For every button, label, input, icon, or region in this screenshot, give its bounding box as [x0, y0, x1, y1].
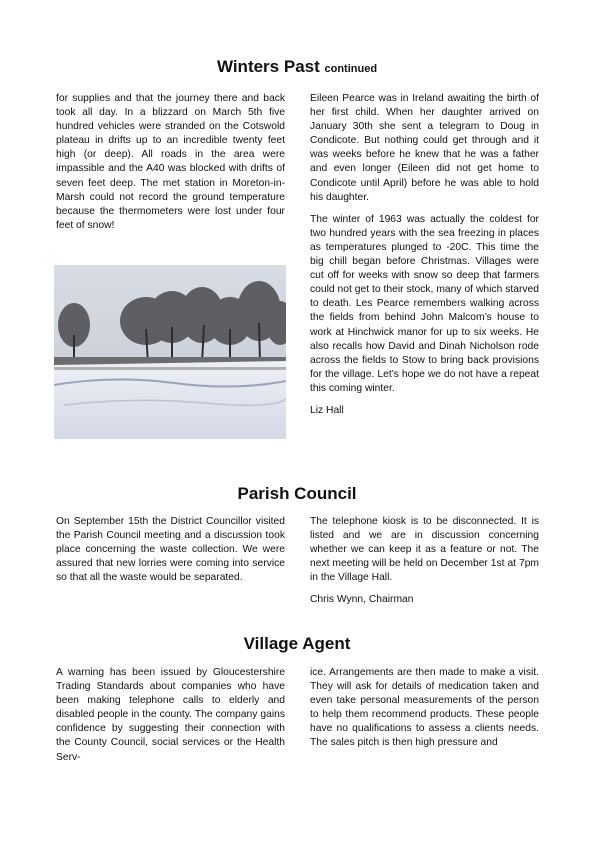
- village-agent-title: Village Agent: [243, 634, 351, 653]
- village-agent-left-paragraph: A warning has been issued by Gloucestershire Trading Standards about companies who have been making telephone calls to elderly and disabled people in the county. The company gains confidence by suggesting their connection with the County Council, social services or the Health Serv-: [56, 667, 285, 763]
- parish-council-title: Parish Council: [237, 484, 357, 503]
- village-agent-left-column: [56, 666, 285, 773]
- parish-council-signature: Chris Wynn, Chairman: [310, 594, 414, 606]
- village-agent-right-paragraph: ice. Arrangements are then made to make a visit. They will ask for details of medication taken and even take personal measurements of the person to help them recommend products. These people have no qualifications to assess a clients needs. The sales pitch is then high pressure and: [310, 667, 539, 749]
- parish-council-left-paragraph: On September 15th the District Councillor visited the Parish Council meeting and a discussion took place concerning the waste collection. We were assured that new lorries were coming into service so that all the waste would be separated.: [56, 516, 285, 584]
- parish-council-right-column: [310, 515, 539, 616]
- winters-past-right-paragraph-2: The winter of 1963 was actually the coldest for two hundred years with the sea freezing in places as temperatures plunged to -20C. This time the big chill began before Christmas. Villages were cut off for weeks with snow so deep that farmers could not get to their stock, many of which starved to death. Les Pearce remembers walking across the fields from behind John Malcom’s house to work at Hinchwick manor for up to six weeks. He also recalls how David and Dinah Nicholson rode across the fields to Stow to bring back provisions for the village. Let’s hope we do not have a repeat this coming winter.: [310, 213, 539, 394]
- winters-past-left-paragraph: for supplies and that the journey there and back took all day. In a blizzard on March 5th five hundred vehicles were stranded on the Cotswold plateau in drifts up to an incredible twenty feet high (or deep). All roads in the area were impassible and the A40 was blocked with drifts of seven feet deep. The met station in Moreton-in-Marsh could not record the ground temperature because the thermometers were lost under four feet of snow!: [56, 93, 285, 231]
- winters-past-signature: Liz Hall: [310, 404, 344, 416]
- village-agent-right-column: [310, 666, 539, 759]
- winters-past-right-column: [310, 92, 539, 426]
- winters-past-heading: [0, 57, 594, 79]
- parish-council-heading: [0, 484, 594, 504]
- parish-council-left-column: [56, 515, 285, 593]
- winters-past-right-paragraph-1: Eileen Pearce was in Ireland awaiting the birth of her first child. When her daughter arrived on January 30th she sent a telegram to Doug in Condicote. But nothing could get through and it was weeks before he knew that he was a father and even longer (Eileen did not get home to Condicote until April) before he was able to hold his daughter.: [310, 93, 539, 203]
- winters-past-left-column: [56, 92, 285, 241]
- winters-past-title: Winters Past: [216, 57, 320, 76]
- parish-council-right-paragraph: The telephone kiosk is to be disconnected. It is listed and we are in discussion concerning whether we can keep it as a feature or not. The next meeting will be held on December 1st at 7pm in the Village Hall.: [310, 516, 539, 584]
- snow-scene-photo: [54, 265, 286, 439]
- village-agent-heading: [0, 634, 594, 654]
- winters-past-continued: continued: [324, 63, 378, 75]
